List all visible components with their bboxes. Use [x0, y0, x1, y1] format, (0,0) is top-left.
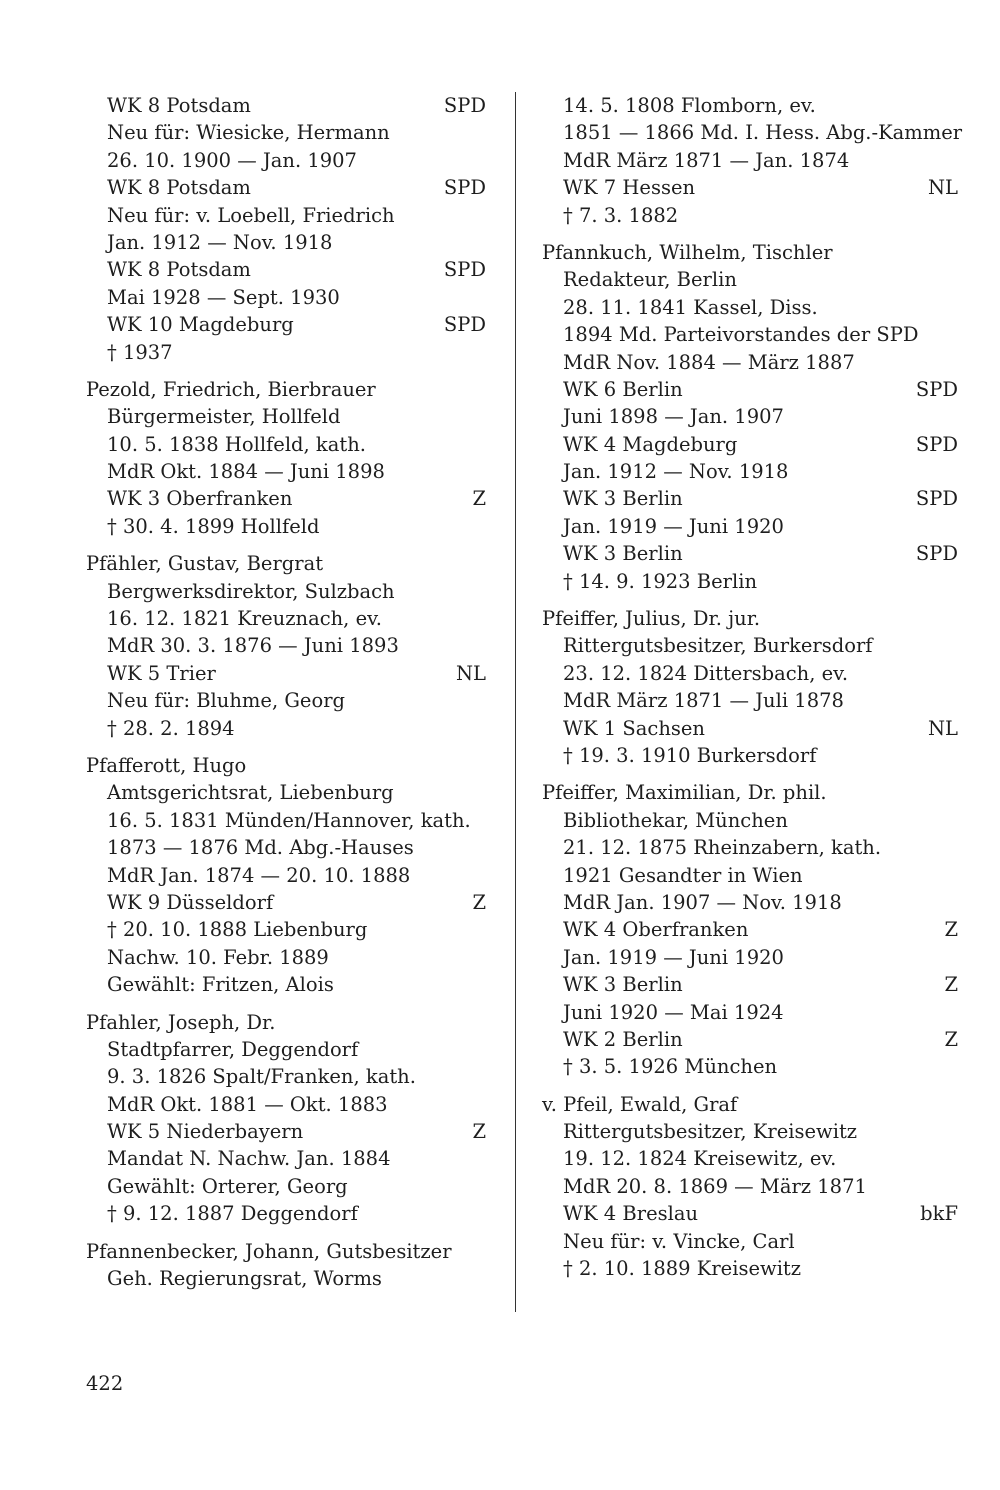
entry-line-text: Neu für: Wiesicke, Hermann — [107, 121, 390, 145]
entry-line — [542, 174, 958, 201]
party-label: NL — [927, 176, 958, 200]
entry-heading: Pfannenbecker, Johann, Gutsbesitzer — [86, 1239, 452, 1263]
entry-line-text: 9. 3. 1826 Spalt/Franken, kath. — [107, 1065, 416, 1089]
entry-line-text: 26. 10. 1900 — Jan. 1907 — [107, 148, 357, 172]
entry-line — [86, 687, 486, 714]
entry-line-text: WK 3 Berlin — [563, 542, 683, 566]
entry-line — [542, 944, 958, 971]
party-label: SPD — [915, 377, 958, 401]
entry-line — [542, 834, 958, 861]
entry-line-text: Neu für: v. Loebell, Friedrich — [107, 203, 395, 227]
entry-line-text: Gewählt: Orterer, Georg — [107, 1174, 348, 1198]
left-column — [86, 92, 486, 1302]
biography-entry — [86, 1009, 486, 1228]
entry-line — [542, 403, 958, 430]
entry-heading: Pfannkuch, Wilhelm, Tischler — [542, 240, 833, 264]
biography-entry — [86, 376, 486, 540]
entry-line-text: WK 8 Potsdam — [107, 94, 251, 117]
party-label: SPD — [915, 542, 958, 566]
entry-line-text: † 2. 10. 1889 Kreisewitz — [563, 1257, 802, 1281]
entry-line — [542, 376, 958, 403]
entry-line-text: Bibliothekar, München — [563, 808, 788, 832]
entry-line-text: Rittergutsbesitzer, Burkersdorf — [563, 634, 873, 658]
biography-entry — [86, 1238, 486, 1293]
entry-line — [542, 458, 958, 485]
entry-line — [86, 834, 486, 861]
entry-line — [86, 578, 486, 605]
entry-line — [542, 999, 958, 1026]
entry-line — [542, 431, 958, 458]
entry-line-text: Juni 1898 — Jan. 1907 — [563, 405, 784, 429]
entry-line-text: WK 5 Trier — [107, 661, 216, 685]
entry-line-text: Jan. 1912 — Nov. 1918 — [563, 460, 789, 484]
entry-line-text: Juni 1920 — Mai 1924 — [563, 1000, 784, 1024]
entry-line — [542, 321, 958, 348]
party-label: Z — [944, 973, 958, 997]
entry-line — [542, 540, 958, 567]
entry-line-text: Amtsgerichtsrat, Liebenburg — [107, 781, 394, 805]
entry-line — [86, 1063, 486, 1090]
entry-line-text: WK 2 Berlin — [563, 1027, 683, 1051]
entry-line — [542, 889, 958, 916]
entry-line-text: WK 10 Magdeburg — [107, 313, 294, 337]
entry-line-text: † 1937 — [107, 340, 173, 364]
entry-line-text: WK 6 Berlin — [563, 377, 683, 401]
entry-line — [86, 256, 486, 283]
entry-line — [542, 266, 958, 293]
entry-line-text: 21. 12. 1875 Rheinzabern, kath. — [563, 836, 882, 860]
entry-line-text: 16. 12. 1821 Kreuznach, ev. — [107, 607, 383, 631]
entry-line-text: Bürgermeister, Hollfeld — [107, 405, 341, 429]
entry-heading: v. Pfeil, Ewald, Graf — [542, 1092, 738, 1116]
entry-line — [542, 485, 958, 512]
entry-line — [86, 147, 486, 174]
entry-line-text: MdR Jan. 1907 — Nov. 1918 — [563, 890, 842, 914]
entry-line — [542, 660, 958, 687]
entry-line-text: MdR März 1871 — Jan. 1874 — [563, 148, 850, 172]
entry-line — [542, 1200, 958, 1227]
entry-line — [86, 779, 486, 806]
entry-heading: Pezold, Friedrich, Bierbrauer — [86, 377, 376, 401]
entry-line — [542, 1118, 958, 1145]
entry-line-text: 19. 12. 1824 Kreisewitz, ev. — [563, 1147, 837, 1171]
entry-line-text: MdR Okt. 1884 — Juni 1898 — [107, 460, 385, 484]
entry-line-text: MdR Nov. 1884 — März 1887 — [563, 350, 855, 374]
entry-line-text: Neu für: v. Vincke, Carl — [563, 1229, 795, 1253]
entry-line-text: 1851 — 1866 Md. I. Hess. Abg.-Kammer — [563, 121, 963, 145]
entry-line — [86, 92, 486, 119]
entry-line — [86, 660, 486, 687]
entry-line — [86, 284, 486, 311]
entry-line-text: MdR März 1871 — Juli 1878 — [563, 689, 844, 713]
entry-line-text: WK 3 Berlin — [563, 973, 683, 997]
party-label: NL — [927, 716, 958, 740]
biography-entry — [86, 752, 486, 999]
party-label: NL — [455, 661, 486, 685]
entry-line — [86, 119, 486, 146]
entry-line-text: WK 5 Niederbayern — [107, 1120, 304, 1144]
entry-heading: Pfahler, Joseph, Dr. — [86, 1010, 276, 1034]
entry-line — [542, 513, 958, 540]
entry-line-text: Stadtpfarrer, Deggendorf — [107, 1037, 359, 1061]
entry-line — [86, 889, 486, 916]
page-number: 422 — [86, 1372, 124, 1395]
entry-line-text: MdR Okt. 1881 — Okt. 1883 — [107, 1092, 388, 1116]
entry-line-text: WK 3 Oberfranken — [107, 487, 293, 511]
entry-line — [86, 1200, 486, 1227]
entry-line — [86, 944, 486, 971]
party-label: Z — [944, 1027, 958, 1051]
entry-line — [86, 1145, 486, 1172]
entry-line-text: Neu für: Bluhme, Georg — [107, 689, 345, 713]
entry-line — [542, 1053, 958, 1080]
entry-line — [86, 715, 486, 742]
entry-line — [542, 1255, 958, 1282]
column-divider — [515, 92, 516, 1312]
entry-line — [542, 1228, 958, 1255]
biography-entry — [542, 1091, 958, 1283]
entry-line — [542, 1145, 958, 1172]
biography-entry — [542, 779, 958, 1080]
entry-line-text: † 30. 4. 1899 Hollfeld — [107, 514, 320, 538]
biography-entry — [542, 92, 963, 229]
entry-line — [86, 174, 486, 201]
entry-line-text: † 28. 2. 1894 — [107, 716, 235, 740]
entry-line-text: 23. 12. 1824 Dittersbach, ev. — [563, 661, 849, 685]
entry-line-text: † 3. 5. 1926 München — [563, 1055, 778, 1079]
entry-heading: Pfafferott, Hugo — [86, 753, 247, 777]
entry-line — [542, 862, 958, 889]
entry-line — [86, 1173, 486, 1200]
entry-line-text: WK 8 Potsdam — [107, 258, 251, 282]
party-label: Z — [944, 918, 958, 942]
entry-line-text: WK 3 Berlin — [563, 487, 683, 511]
entry-line — [542, 807, 958, 834]
biography-entry — [542, 239, 958, 595]
entry-line — [86, 229, 486, 256]
entry-line — [86, 513, 486, 540]
entry-line-text: Mai 1928 — Sept. 1930 — [107, 285, 340, 309]
entry-line — [86, 807, 486, 834]
entry-line-text: WK 8 Potsdam — [107, 176, 251, 200]
entry-line — [542, 1173, 958, 1200]
biography-entry — [86, 550, 486, 742]
entry-line-text: Jan. 1919 — Juni 1920 — [563, 514, 784, 538]
entry-line-text: WK 4 Oberfranken — [563, 918, 749, 942]
entry-line-text: Bergwerksdirektor, Sulzbach — [107, 579, 395, 603]
entry-line — [542, 202, 958, 229]
entry-heading: Pfähler, Gustav, Bergrat — [86, 552, 324, 576]
entry-line-text: 16. 5. 1831 Münden/Hannover, kath. — [107, 808, 471, 832]
entry-line-text: † 19. 3. 1910 Burkersdorf — [563, 743, 817, 767]
entry-line-text: MdR Jan. 1874 — 20. 10. 1888 — [107, 863, 411, 887]
entry-line-text: Geh. Regierungsrat, Worms — [107, 1267, 382, 1291]
entry-line — [542, 742, 958, 769]
entry-line-text: WK 9 Düsseldorf — [107, 890, 274, 914]
party-label: SPD — [443, 313, 486, 337]
entry-line-text: MdR 30. 3. 1876 — Juni 1893 — [107, 634, 399, 658]
entry-line-text: † 14. 9. 1923 Berlin — [563, 569, 758, 593]
entry-line — [86, 605, 486, 632]
biography-entry — [542, 605, 958, 769]
entry-line — [542, 916, 958, 943]
entry-heading: Pfeiffer, Maximilian, Dr. phil. — [542, 781, 827, 805]
entry-line-text: 28. 11. 1841 Kassel, Diss. — [563, 295, 818, 319]
party-label: SPD — [443, 94, 486, 117]
entry-line-text: WK 1 Sachsen — [563, 716, 705, 740]
entry-line — [542, 632, 958, 659]
entry-line-text: WK 7 Hessen — [563, 176, 696, 200]
party-label: SPD — [915, 432, 958, 456]
party-label: SPD — [443, 176, 486, 200]
entry-line-text: Redakteur, Berlin — [563, 268, 737, 292]
entry-line — [86, 862, 486, 889]
right-column — [542, 92, 963, 1292]
entry-line — [542, 119, 963, 146]
entry-line — [542, 294, 958, 321]
entry-line — [86, 632, 486, 659]
entry-line — [86, 1118, 486, 1145]
entry-line — [86, 1091, 486, 1118]
entry-line-text: † 9. 12. 1887 Deggendorf — [107, 1202, 358, 1226]
entry-line-text: † 7. 3. 1882 — [563, 203, 679, 227]
entry-line-text: 1873 — 1876 Md. Abg.-Hauses — [107, 836, 414, 860]
entry-line — [86, 431, 486, 458]
entry-line-text: WK 4 Magdeburg — [563, 432, 738, 456]
entry-line — [542, 1026, 958, 1053]
entry-line-text: 1921 Gesandter in Wien — [563, 863, 803, 887]
party-label: Z — [472, 487, 486, 511]
entry-line — [86, 202, 486, 229]
entry-line — [542, 147, 958, 174]
entry-line-text: Nachw. 10. Febr. 1889 — [107, 945, 329, 969]
entry-line — [86, 1265, 486, 1292]
entry-line-text: Mandat N. Nachw. Jan. 1884 — [107, 1147, 391, 1171]
party-label: SPD — [443, 258, 486, 282]
party-label: Z — [472, 1120, 486, 1144]
entry-line — [542, 349, 958, 376]
entry-line-text: MdR 20. 8. 1869 — März 1871 — [563, 1174, 867, 1198]
entry-line-text: † 20. 10. 1888 Liebenburg — [107, 918, 368, 942]
entry-line-text: 1894 Md. Parteivorstandes der SPD — [563, 323, 919, 347]
entry-line-text: 10. 5. 1838 Hollfeld, kath. — [107, 432, 366, 456]
entry-line — [86, 1036, 486, 1063]
entry-line — [86, 311, 486, 338]
entry-line-text: Gewählt: Fritzen, Alois — [107, 973, 334, 997]
entry-line — [86, 403, 486, 430]
entry-line — [86, 916, 486, 943]
entry-line — [86, 485, 486, 512]
entry-heading: Pfeiffer, Julius, Dr. jur. — [542, 607, 761, 631]
entry-line-text: 14. 5. 1808 Flomborn, ev. — [563, 94, 816, 117]
entry-line-text: WK 4 Breslau — [563, 1202, 699, 1226]
entry-line — [86, 339, 486, 366]
entry-line — [86, 458, 486, 485]
party-label: bkF — [920, 1202, 958, 1226]
party-label: SPD — [915, 487, 958, 511]
entry-line — [86, 971, 486, 998]
entry-line — [542, 715, 958, 742]
entry-line-text: Jan. 1919 — Juni 1920 — [563, 945, 784, 969]
biography-entry — [86, 92, 486, 366]
entry-line — [542, 971, 958, 998]
entry-line-text: Jan. 1912 — Nov. 1918 — [107, 230, 333, 254]
entry-line — [542, 568, 958, 595]
entry-line — [542, 92, 958, 119]
entry-line-text: Rittergutsbesitzer, Kreisewitz — [563, 1120, 858, 1144]
entry-line — [542, 687, 958, 714]
party-label: Z — [472, 890, 486, 914]
